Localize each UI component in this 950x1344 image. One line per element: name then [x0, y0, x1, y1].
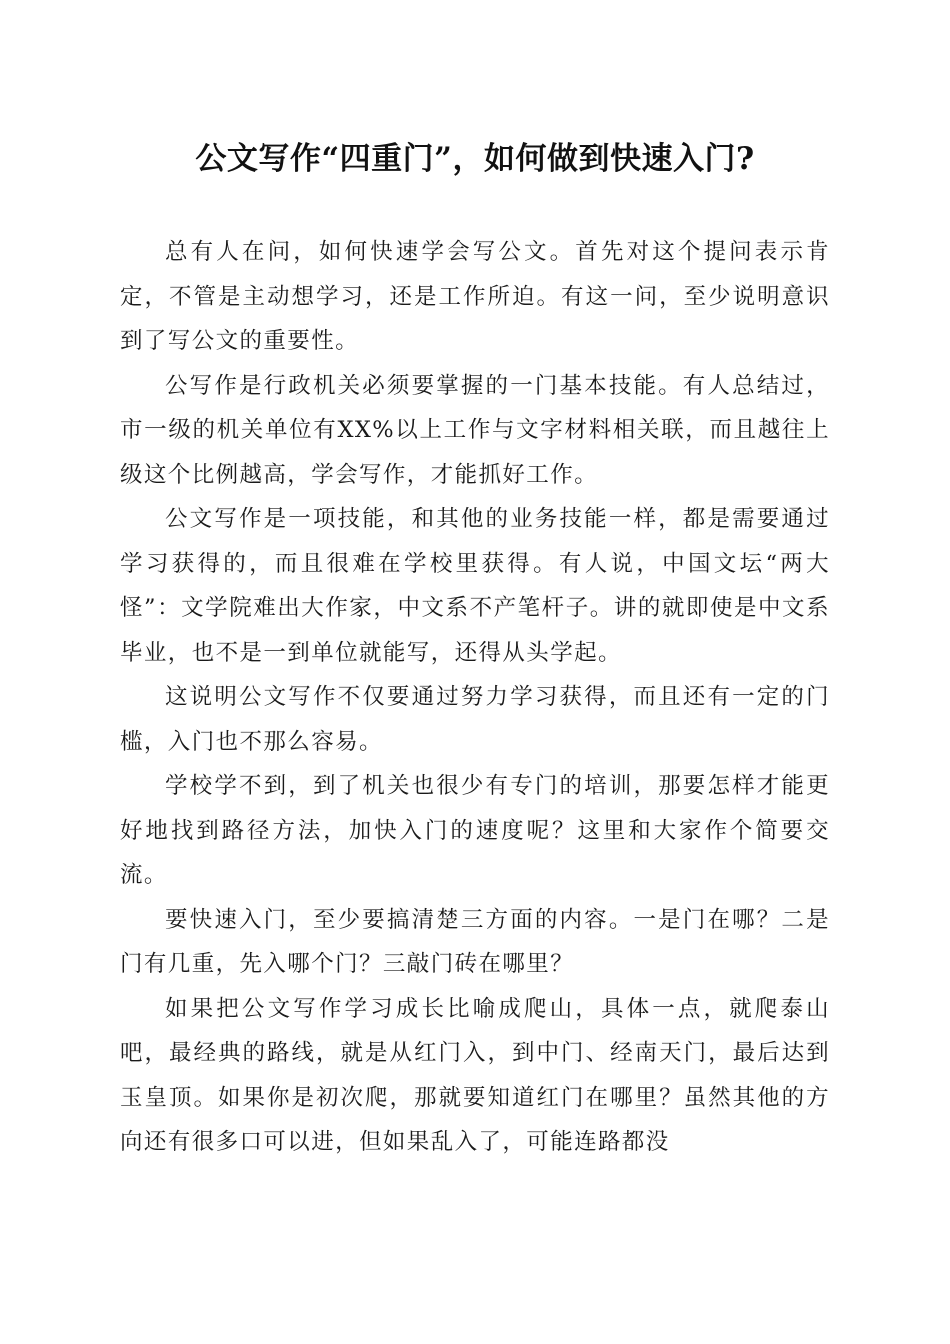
document-title: 公文写作“四重门”，如何做到快速入门? — [195, 141, 755, 177]
paragraph-7: 如果把公文写作学习成长比喻成爬山，具体一点，就爬泰山吧，最经典的路线，就是从红门入，到中门、经南天门，最后达到玉皇顶。如果你是初次爬，那就要知道红门在哪里？虽然其他的方向还有很多口可以进，但如果乱入了，可能连路都没 — [120, 995, 830, 1155]
paragraph-2: 公写作是行政机关必须要掌握的一门基本技能。有人总结过，市一级的机关单位有XX%以上工作与文字材料相关联，而且越往上级这个比例越高，学会写作，才能抓好工作。 — [120, 372, 830, 488]
paragraph-3: 公文写作是一项技能，和其他的业务技能一样，都是需要通过学习获得的，而且很难在学校里获得。有人说，中国文坛“两大怪”：文学院难出大作家，中文系不产笔杆子。讲的就即使是中文系毕业，也不是一到单位就能写，还得从头学起。 — [120, 506, 830, 666]
paragraph-5: 学校学不到，到了机关也很少有专门的培训，那要怎样才能更好地找到路径方法，加快入门的速度呢？这里和大家作个简要交流。 — [120, 773, 830, 888]
document-body — [120, 230, 830, 1165]
paragraph-6: 要快速入门，至少要搞清楚三方面的内容。一是门在哪？二是门有几重，先入哪个门？三敲门砖在哪里？ — [120, 906, 830, 977]
paragraph-1: 总有人在问，如何快速学会写公文。首先对这个提问表示肯定，不管是主动想学习，还是工作所迫。有这一问，至少说明意识到了写公文的重要性。 — [120, 239, 830, 354]
paragraph-4: 这说明公文写作不仅要通过努力学习获得，而且还有一定的门槛，入门也不那么容易。 — [120, 684, 830, 755]
